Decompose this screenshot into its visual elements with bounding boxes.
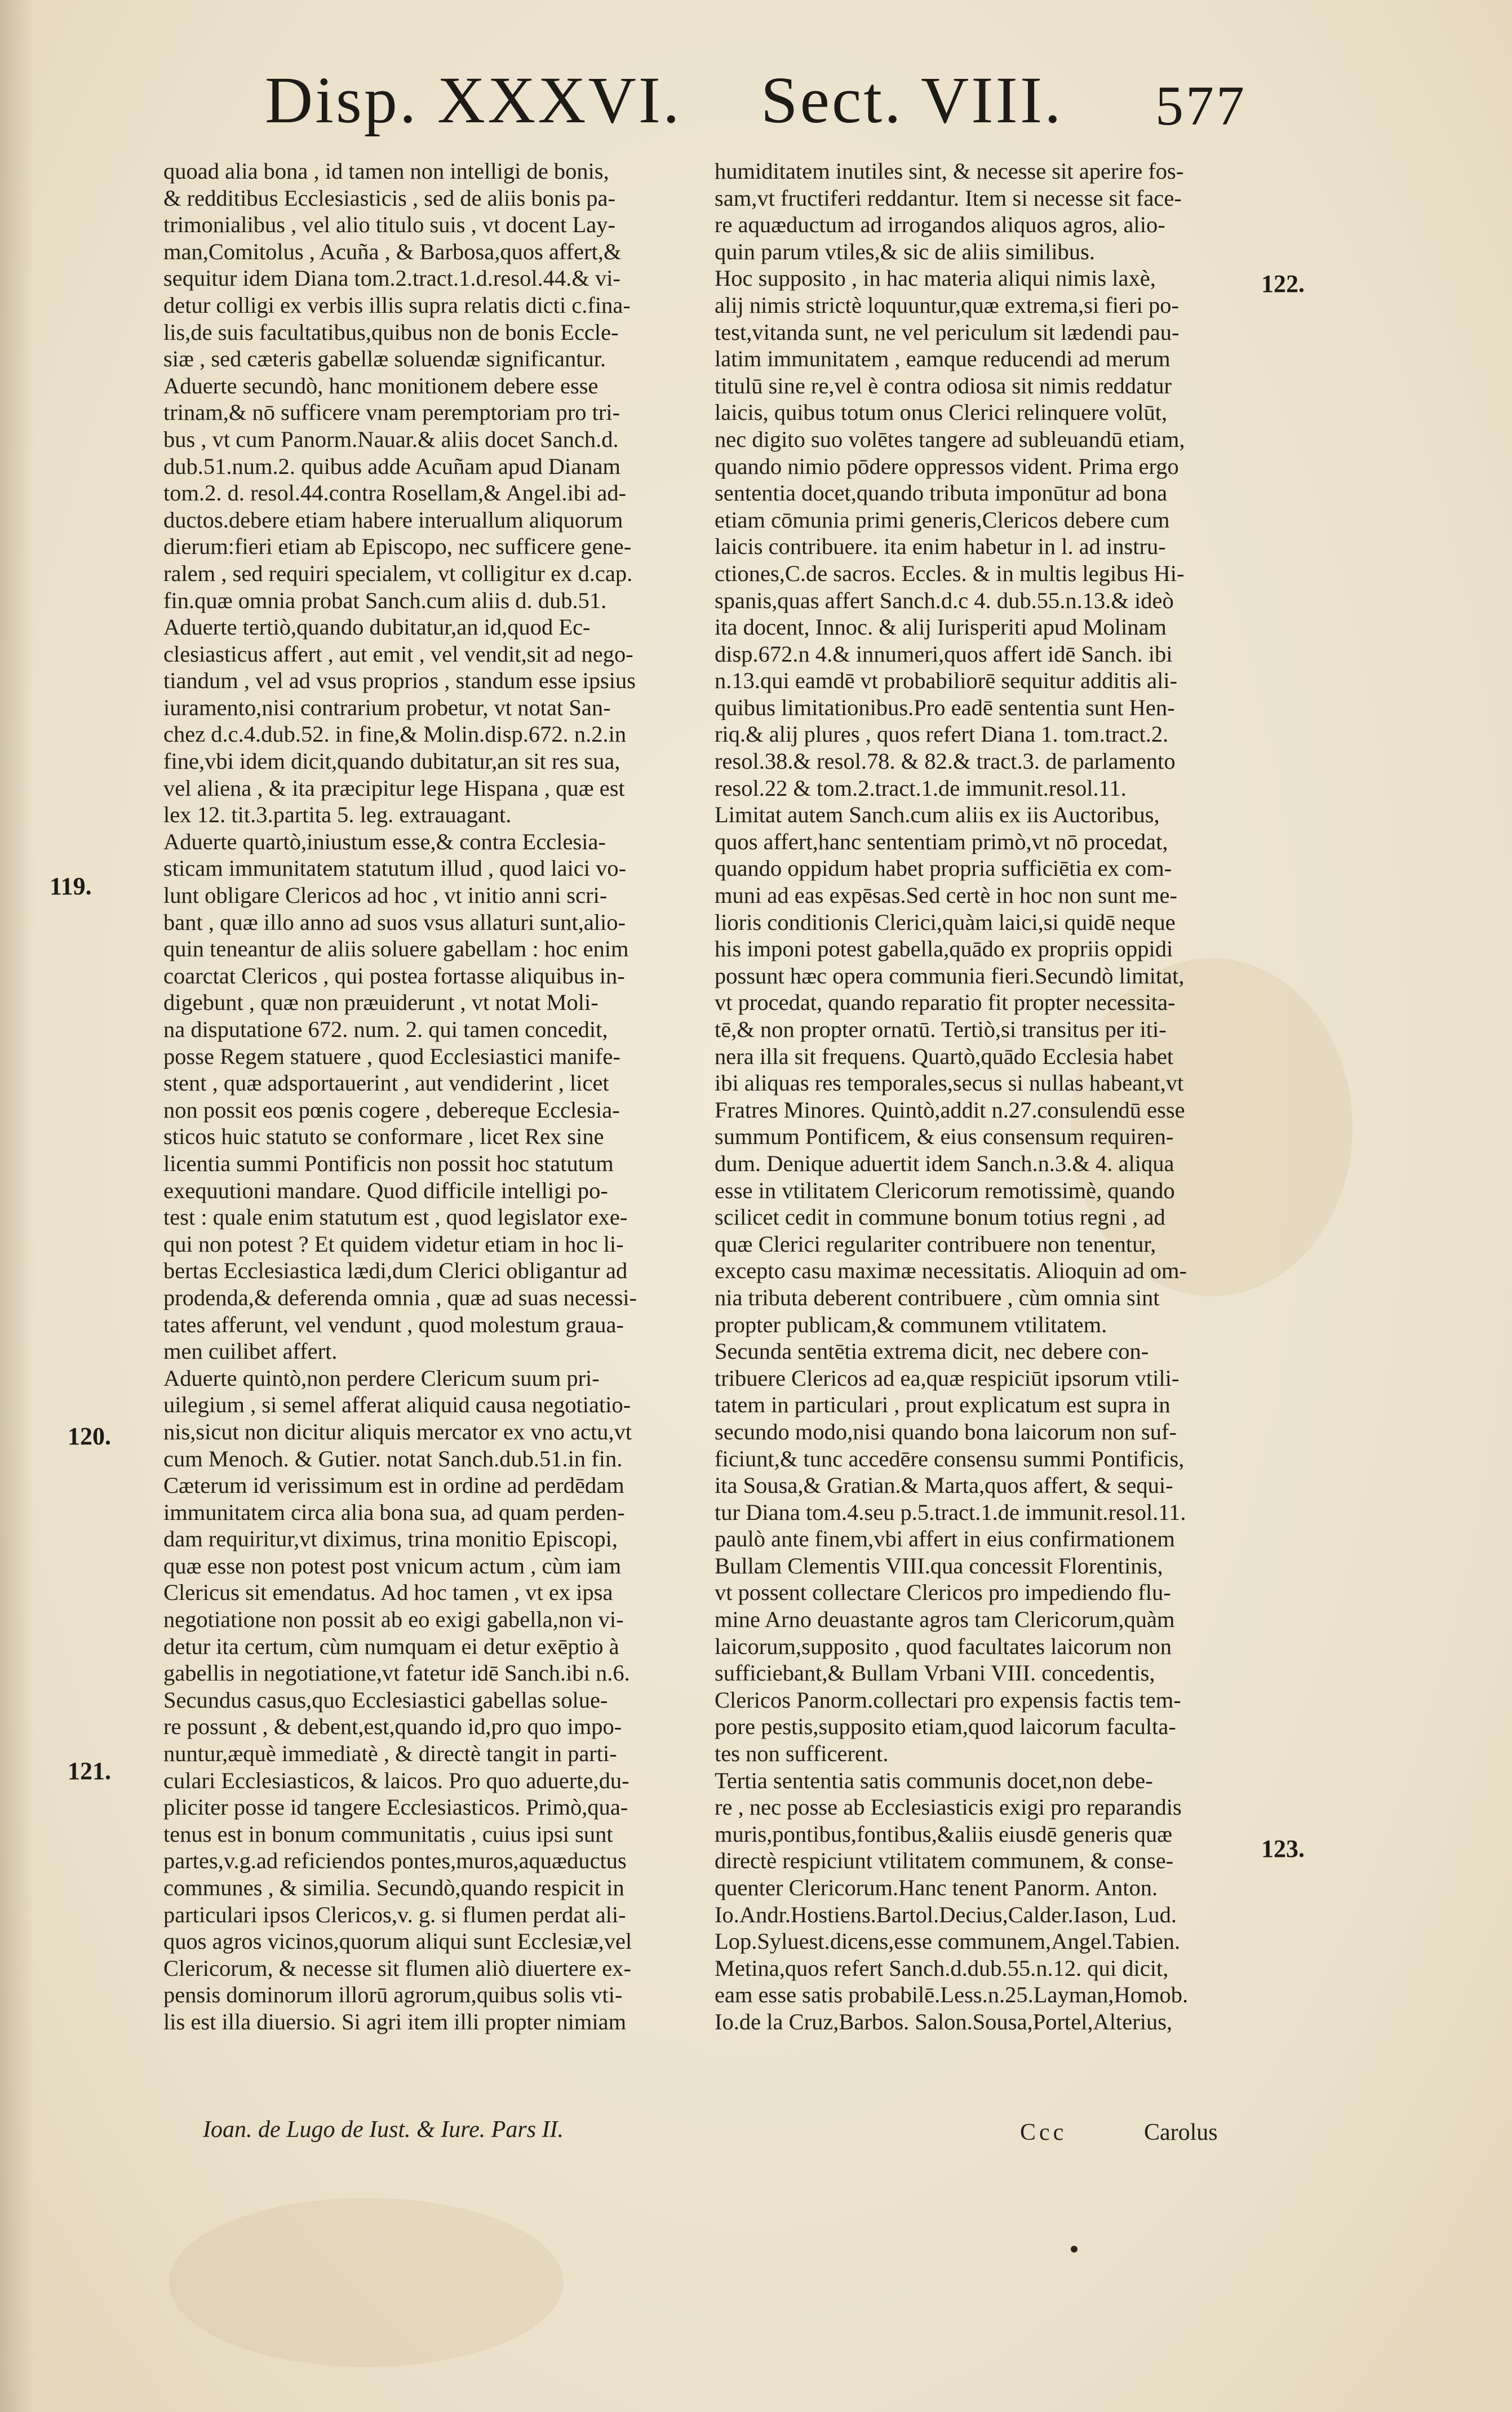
left-column-line: tiandum , vel ad vsus proprios , standum esse ipsius [163, 668, 636, 694]
right-column-line: Metina,quos refert Sanch.d.dub.55.n.12. qui dicit, [715, 1955, 1169, 1981]
right-column-line: esse in vtilitatem Clericorum remotissimè, quando [715, 1177, 1175, 1203]
left-column-line: quin teneantur de aliis soluere gabellam : hoc enim [163, 936, 629, 962]
running-head [237, 62, 1307, 141]
paragraph-number-119: 119. [50, 872, 92, 900]
left-column-line: Aduerte secundò, hanc monitionem debere esse [163, 373, 598, 398]
right-column-line: tatem in particulari , prout explicatum est supra in [715, 1392, 1170, 1418]
left-column-line: nis,sicut non dicitur aliquis mercator ex vno actu,vt [163, 1418, 632, 1444]
left-column-line: Aduerte quartò,iniustum esse,& contra Ecclesia- [163, 828, 606, 854]
running-head-disputation: Disp. XXXVI. [265, 63, 682, 137]
right-column-line: laicis, quibus totum onus Clerici relinquere volūt, [715, 400, 1168, 425]
right-column-line: nia tributa deberent contribuere , cùm omnia sint [715, 1284, 1160, 1310]
right-column-line: Limitat autem Sanch.cum aliis ex iis Auctoribus, [715, 802, 1160, 828]
right-column-line: excepto casu maximæ necessitatis. Alioquin ad om- [715, 1258, 1187, 1284]
left-column-line: coarctat Clericos , qui postea fortasse aliquibus in- [163, 963, 625, 988]
left-column-line: quæ esse non potest post vnicum actum , cùm iam [163, 1553, 622, 1579]
right-column-line: Io.Andr.Hostiens.Bartol.Decius,Calder.Iason, Lud. [715, 1901, 1177, 1927]
left-column-line: tom.2. d. resol.44.contra Rosellam,& Angel.ibi ad- [163, 480, 627, 506]
left-column-line: sticos huic statuto se conformare , licet Rex sine [163, 1124, 604, 1150]
right-column-line: Fratres Minores. Quintò,addit n.27.consulendū esse [715, 1097, 1185, 1123]
right-column-line: latim immunitatem , eamque reducendi ad merum [715, 346, 1170, 372]
left-column-line: dam requiritur,vt diximus, trina monitio Episcopi, [163, 1526, 618, 1552]
left-column-line: lunt obligare Clericos ad hoc , vt initio anni scri- [163, 883, 608, 908]
right-column-line: secundo modo,nisi quando bona laicorum non suf- [715, 1418, 1177, 1444]
left-column-line: uilegium , si semel afferat aliquid causa negotiatio- [163, 1392, 631, 1418]
right-column-line: ita Sousa,& Gratian.& Marta,quos affert, & sequi- [715, 1473, 1173, 1498]
left-column-line: Aduerte quintò,non perdere Clericum suum pri- [163, 1365, 600, 1391]
right-column-line: quando oppidum habet propria sufficiētia ex com- [715, 855, 1172, 881]
left-column-line: ductos.debere etiam habere interuallum aliquorum [163, 507, 623, 533]
right-column-line: quenter Clericorum.Hanc tenent Panorm. Anton. [715, 1875, 1158, 1900]
right-column-line: Tertia sententia satis communis docet,non debe- [715, 1767, 1153, 1793]
left-column-line: detur colligi ex verbis illis supra relatis dicti c.fina- [163, 292, 631, 318]
left-column-line: stent , quæ adsportauerint , aut vendiderint , licet [163, 1070, 609, 1096]
right-column-line: paulò ante finem,vbi affert in eius confirmationem [715, 1526, 1175, 1552]
right-column-line: quin parum vtiles,& sic de aliis similibus. [715, 238, 1095, 264]
right-column-line: Secunda sentētia extrema dicit, nec debere con- [715, 1338, 1149, 1364]
left-column-line: lis est illa diuersio. Si agri item illi propter nimiam [163, 2008, 627, 2034]
left-column-line: Cæterum id verissimum est in ordine ad perdēdam [163, 1473, 624, 1498]
left-column-line: na disputatione 672. num. 2. qui tamen concedit, [163, 1017, 608, 1042]
left-column-line: digebunt , quæ non præuiderunt , vt notat Moli- [163, 990, 598, 1016]
paragraph-number-121: 121. [68, 1757, 111, 1785]
left-column-line: fine,vbi idem dicit,quando dubitatur,an sit res sua, [163, 748, 620, 774]
left-column-line: pliciter posse id tangere Ecclesiasticos. Primò,qua- [163, 1794, 628, 1820]
right-column-line: re , nec posse ab Ecclesiasticis exigi pro reparandis [715, 1794, 1182, 1820]
left-column-line: vel aliena , & ita præcipitur lege Hispana , quæ est [163, 775, 625, 801]
right-column-line: quando nimio pōdere oppressos vident. Prima ergo [715, 453, 1179, 479]
right-column-line: pore pestis,supposito etiam,quod laicorum faculta- [715, 1714, 1176, 1740]
left-column-line: prodenda,& deferenda omnia , quæ ad suas necessi- [163, 1284, 637, 1310]
right-column-line: sententia docet,quando tributa imponūtur ad bona [715, 480, 1168, 506]
right-column-line: mine Arno deuastante agros tam Clericorum,quàm [715, 1607, 1175, 1633]
right-column-line: eam esse satis probabilē.Less.n.25.Layman,Homob. [715, 1982, 1189, 2008]
right-column-line: ibi aliquas res temporales,secus si nullas habeant,vt [715, 1070, 1184, 1096]
left-column-line: gabellis in negotiatione,vt fatetur idē Sanch.ibi n.6. [163, 1660, 630, 1686]
right-column-line: humiditatem inutiles sint, & necesse sit aperire fos- [715, 158, 1184, 184]
right-column-line: resol.22 & tom.2.tract.1.de immunit.resol.11. [715, 775, 1127, 801]
left-column-line: Secundus casus,quo Ecclesiastici gabellas solue- [163, 1687, 608, 1713]
right-column-line: vt possent collectare Clericos pro impediendo flu- [715, 1580, 1171, 1606]
left-column-line: siæ , sed cæteris gabellæ soluendæ significantur. [163, 346, 606, 372]
left-column-line: lis,de suis facultatibus,quibus non de bonis Eccle- [163, 319, 619, 345]
left-column-line: re possunt , & debent,est,quando id,pro quo impo- [163, 1714, 622, 1740]
right-column-line: his imponi potest gabella,quādo ex propriis oppidi [715, 936, 1173, 962]
right-column-line: sufficiebant,& Bullam Vrbani VIII. concedentis, [715, 1660, 1155, 1686]
left-column-line: bus , vt cum Panorm.Nauar.& aliis docet Sanch.d. [163, 426, 619, 452]
right-column-line: quos affert,hanc sententiam primò,vt nō procedat, [715, 828, 1168, 854]
right-column-line: nera illa sit frequens. Quartò,quādo Ecclesia habet [715, 1043, 1174, 1069]
left-column-line: fin.quæ omnia probat Sanch.cum aliis d. dub.51. [163, 587, 607, 613]
left-column-line: communes , & similia. Secundò,quando respicit in [163, 1875, 624, 1900]
left-column-line: Clericorum, & necesse sit flumen aliò diuertere ex- [163, 1955, 631, 1981]
left-column-line: immunitatem circa alia bona sua, ad quam perden- [163, 1499, 625, 1525]
left-column-line: tates afferunt, vel vendunt , quod molestum graua- [163, 1311, 624, 1337]
right-column-line: titulū sine re,vel è contra odiosa sit nimis reddatur [715, 373, 1172, 398]
left-column-line: qui non potest ? Et quidem videtur etiam in hoc li- [163, 1231, 624, 1257]
left-column-line: detur ita certum, cùm numquam ei detur exēptio à [163, 1633, 619, 1659]
left-column-line: non possit eos pœnis cogere , debereque Ecclesia- [163, 1097, 620, 1123]
left-column-line: & redditibus Ecclesiasticis , sed de aliis bonis pa- [163, 185, 615, 211]
right-column-line: spanis,quas affert Sanch.d.c 4. dub.55.n.13.& ideò [715, 587, 1174, 613]
right-column-line: test,vitanda sunt, ne vel periculum sit lædendi pau- [715, 319, 1180, 345]
right-column-line: dum. Denique aduertit idem Sanch.n.3.& 4. aliqua [715, 1150, 1174, 1176]
running-head-section: Sect. VIII. [761, 63, 1063, 137]
paragraph-number-122: 122. [1261, 270, 1305, 298]
right-text-column [715, 158, 1250, 2158]
left-column-line: men cuilibet affert. [163, 1338, 338, 1364]
page-number: 577 [1155, 74, 1247, 137]
left-column-line: pensis dominorum illorū agrorum,quibus solis vti- [163, 1982, 623, 2008]
right-column-line: vt procedat, quando reparatio fit propter necessita- [715, 990, 1176, 1016]
right-column-line: muni ad eas expēsas.Sed certè in hoc non sunt me- [715, 883, 1178, 908]
left-column-line: bertas Ecclesiastica lædi,dum Clerici obligantur ad [163, 1258, 628, 1284]
catchword: Carolus [1144, 2120, 1218, 2145]
right-column-line: possunt hæc opera communia fieri.Secundò limitat, [715, 963, 1185, 988]
right-column-line: directè respiciunt vtilitatem communem, & conse- [715, 1848, 1174, 1874]
right-column-line: ficiunt,& tunc accedēre consensu summi Pontificis, [715, 1446, 1185, 1471]
right-column-line: laicis contribuere. ita enim habetur in l. ad instru- [715, 534, 1166, 560]
right-column-line: disp.672.n 4.& innumeri,quos affert idē Sanch. ibi [715, 641, 1173, 667]
right-column-line: Lop.Syluest.dicens,esse communem,Angel.Tabien. [715, 1928, 1181, 1954]
right-column-line: scilicet cedit in commune bonum totius regni , ad [715, 1204, 1165, 1230]
left-text-column [163, 158, 699, 2158]
right-column-line: riq.& alij plures , quos refert Diana 1. tom.tract.2. [715, 721, 1169, 747]
left-column-line: dub.51.num.2. quibus adde Acuñam apud Dianam [163, 453, 620, 479]
left-column-line: nuntur,æquè immediatè , & directè tangit in parti- [163, 1741, 617, 1767]
right-column-line: summum Pontificem, & eius consensum requiren- [715, 1124, 1174, 1150]
signature-mark: Ccc [1020, 2120, 1067, 2145]
left-column-line: trimonialibus , vel alio titulo suis , vt docent Lay- [163, 212, 616, 238]
left-column-line: sequitur idem Diana tom.2.tract.1.d.resol.44.& vi- [163, 265, 620, 291]
left-column-line: exequutioni mandare. Quod difficile intelligi po- [163, 1177, 608, 1203]
left-column-line: clesiasticus affert , aut emit , vel vendit,sit ad nego- [163, 641, 633, 667]
left-column-line: partes,v.g.ad reficiendos pontes,muros,aquæductus [163, 1848, 627, 1874]
left-column-line: cum Menoch. & Gutier. notat Sanch.dub.51.in fin. [163, 1446, 623, 1471]
paper-stain [169, 2198, 564, 2367]
left-column-line: posse Regem statuere , quod Ecclesiastici manife- [163, 1043, 620, 1069]
left-column-line: lex 12. tit.3.partita 5. leg. extrauagant. [163, 802, 512, 828]
right-column-line: re aquæductum ad irrogandos aliquos agros, alio- [715, 212, 1165, 238]
author-footer-line: Ioan. de Lugo de Iust. & Iure. Pars II. [203, 2117, 564, 2143]
right-column-line: alij nimis strictè loquuntur,quæ extrema,si fieri po- [715, 292, 1179, 318]
right-column-line: muris,pontibus,fontibus,&aliis eiusdē generis quæ [715, 1821, 1173, 1847]
right-column-line: tur Diana tom.4.seu p.5.tract.1.de immunit.resol.11. [715, 1499, 1186, 1525]
right-column-line: Hoc supposito , in hac materia aliqui nimis laxè, [715, 265, 1156, 291]
right-column-line: Bullam Clementis VIII.qua concessit Florentinis, [715, 1553, 1163, 1579]
right-column-line: sam,vt fructiferi reddantur. Item si necesse sit face- [715, 185, 1182, 211]
left-column-line: Aduerte tertiò,quando dubitatur,an id,quod Ec- [163, 614, 591, 640]
left-column-line: licentia summi Pontificis non possit hoc statutum [163, 1150, 614, 1176]
left-column-line: bant , quæ illo anno ad suos vsus allaturi sunt,alio- [163, 909, 626, 935]
right-column-line: lioris conditionis Clerici,quàm laici,si quidē neque [715, 909, 1176, 935]
binding-shadow [0, 0, 34, 2412]
right-column-line: nec digito suo volētes tangere ad subleuandū etiam, [715, 426, 1185, 452]
left-column-line: test : quale enim statutum est , quod legislator exe- [163, 1204, 628, 1230]
left-column-line: chez d.c.4.dub.52. in fine,& Molin.disp.672. n.2.in [163, 721, 627, 747]
right-column-line: tes non sufficerent. [715, 1741, 889, 1767]
left-column-line: negotiatione non possit ab eo exigi gabella,non vi- [163, 1607, 624, 1633]
right-column-line: propter publicam,& communem vtilitatem. [715, 1311, 1107, 1337]
ink-dot [1071, 2246, 1078, 2253]
right-column-line: quibus limitationibus.Pro eadē sententia sunt Hen- [715, 694, 1175, 720]
left-column-line: quoad alia bona , id tamen non intelligi de bonis, [163, 158, 609, 184]
right-column-line: ita docent, Innoc. & alij Iurisperiti apud Molinam [715, 614, 1167, 640]
right-column-line: tē,& non propter ornatū. Tertiò,si transitus per iti- [715, 1017, 1167, 1042]
right-column-line: n.13.qui eamdē vt probabiliorē sequitur additis ali- [715, 668, 1178, 694]
right-column-line: etiam cōmunia primi generis,Clericos debere cum [715, 507, 1170, 533]
left-column-line: Clericus sit emendatus. Ad hoc tamen , vt ex ipsa [163, 1580, 613, 1606]
left-column-line: culari Ecclesiasticos, & laicos. Pro quo aduerte,du- [163, 1767, 629, 1793]
right-column-line: ctiones,C.de sacros. Eccles. & in multis legibus Hi- [715, 560, 1185, 586]
right-column-line: quæ Clerici regulariter contribuere non tenentur, [715, 1231, 1156, 1257]
right-column-line: Io.de la Cruz,Barbos. Salon.Sousa,Portel,Alterius, [715, 2008, 1173, 2034]
right-column-line: laicorum,supposito , quod facultates laicorum non [715, 1633, 1172, 1659]
left-column-line: sticam immunitatem statutum illud , quod laici vo- [163, 855, 627, 881]
left-column-line: ralem , sed requiri specialem, vt colligitur ex d.cap. [163, 560, 633, 586]
left-column-line: particulari ipsos Clericos,v. g. si flumen perdat ali- [163, 1901, 626, 1927]
left-column-line: dierum:fieri etiam ab Episcopo, nec sufficere gene- [163, 534, 632, 560]
right-column-line: tribuere Clericos ad ea,quæ respiciūt ipsorum vtili- [715, 1365, 1180, 1391]
left-column-line: man,Comitolus , Acuña , & Barbosa,quos affert,& [163, 238, 622, 264]
left-column-line: trinam,& nō sufficere vnam peremptoriam pro tri- [163, 400, 620, 425]
left-column-line: tenus est in bonum communitatis , cuius ipsi sunt [163, 1821, 613, 1847]
paragraph-number-123: 123. [1261, 1835, 1305, 1863]
right-column-line: resol.38.& resol.78. & 82.& tract.3. de parlamento [715, 748, 1176, 774]
paragraph-number-120: 120. [68, 1422, 111, 1450]
right-column-line: Clericos Panorm.collectari pro expensis factis tem- [715, 1687, 1181, 1713]
left-column-line: iuramento,nisi contrarium probetur, vt notat San- [163, 694, 611, 720]
left-column-line: quos agros vicinos,quorum aliqui sunt Ecclesiæ,vel [163, 1928, 632, 1954]
